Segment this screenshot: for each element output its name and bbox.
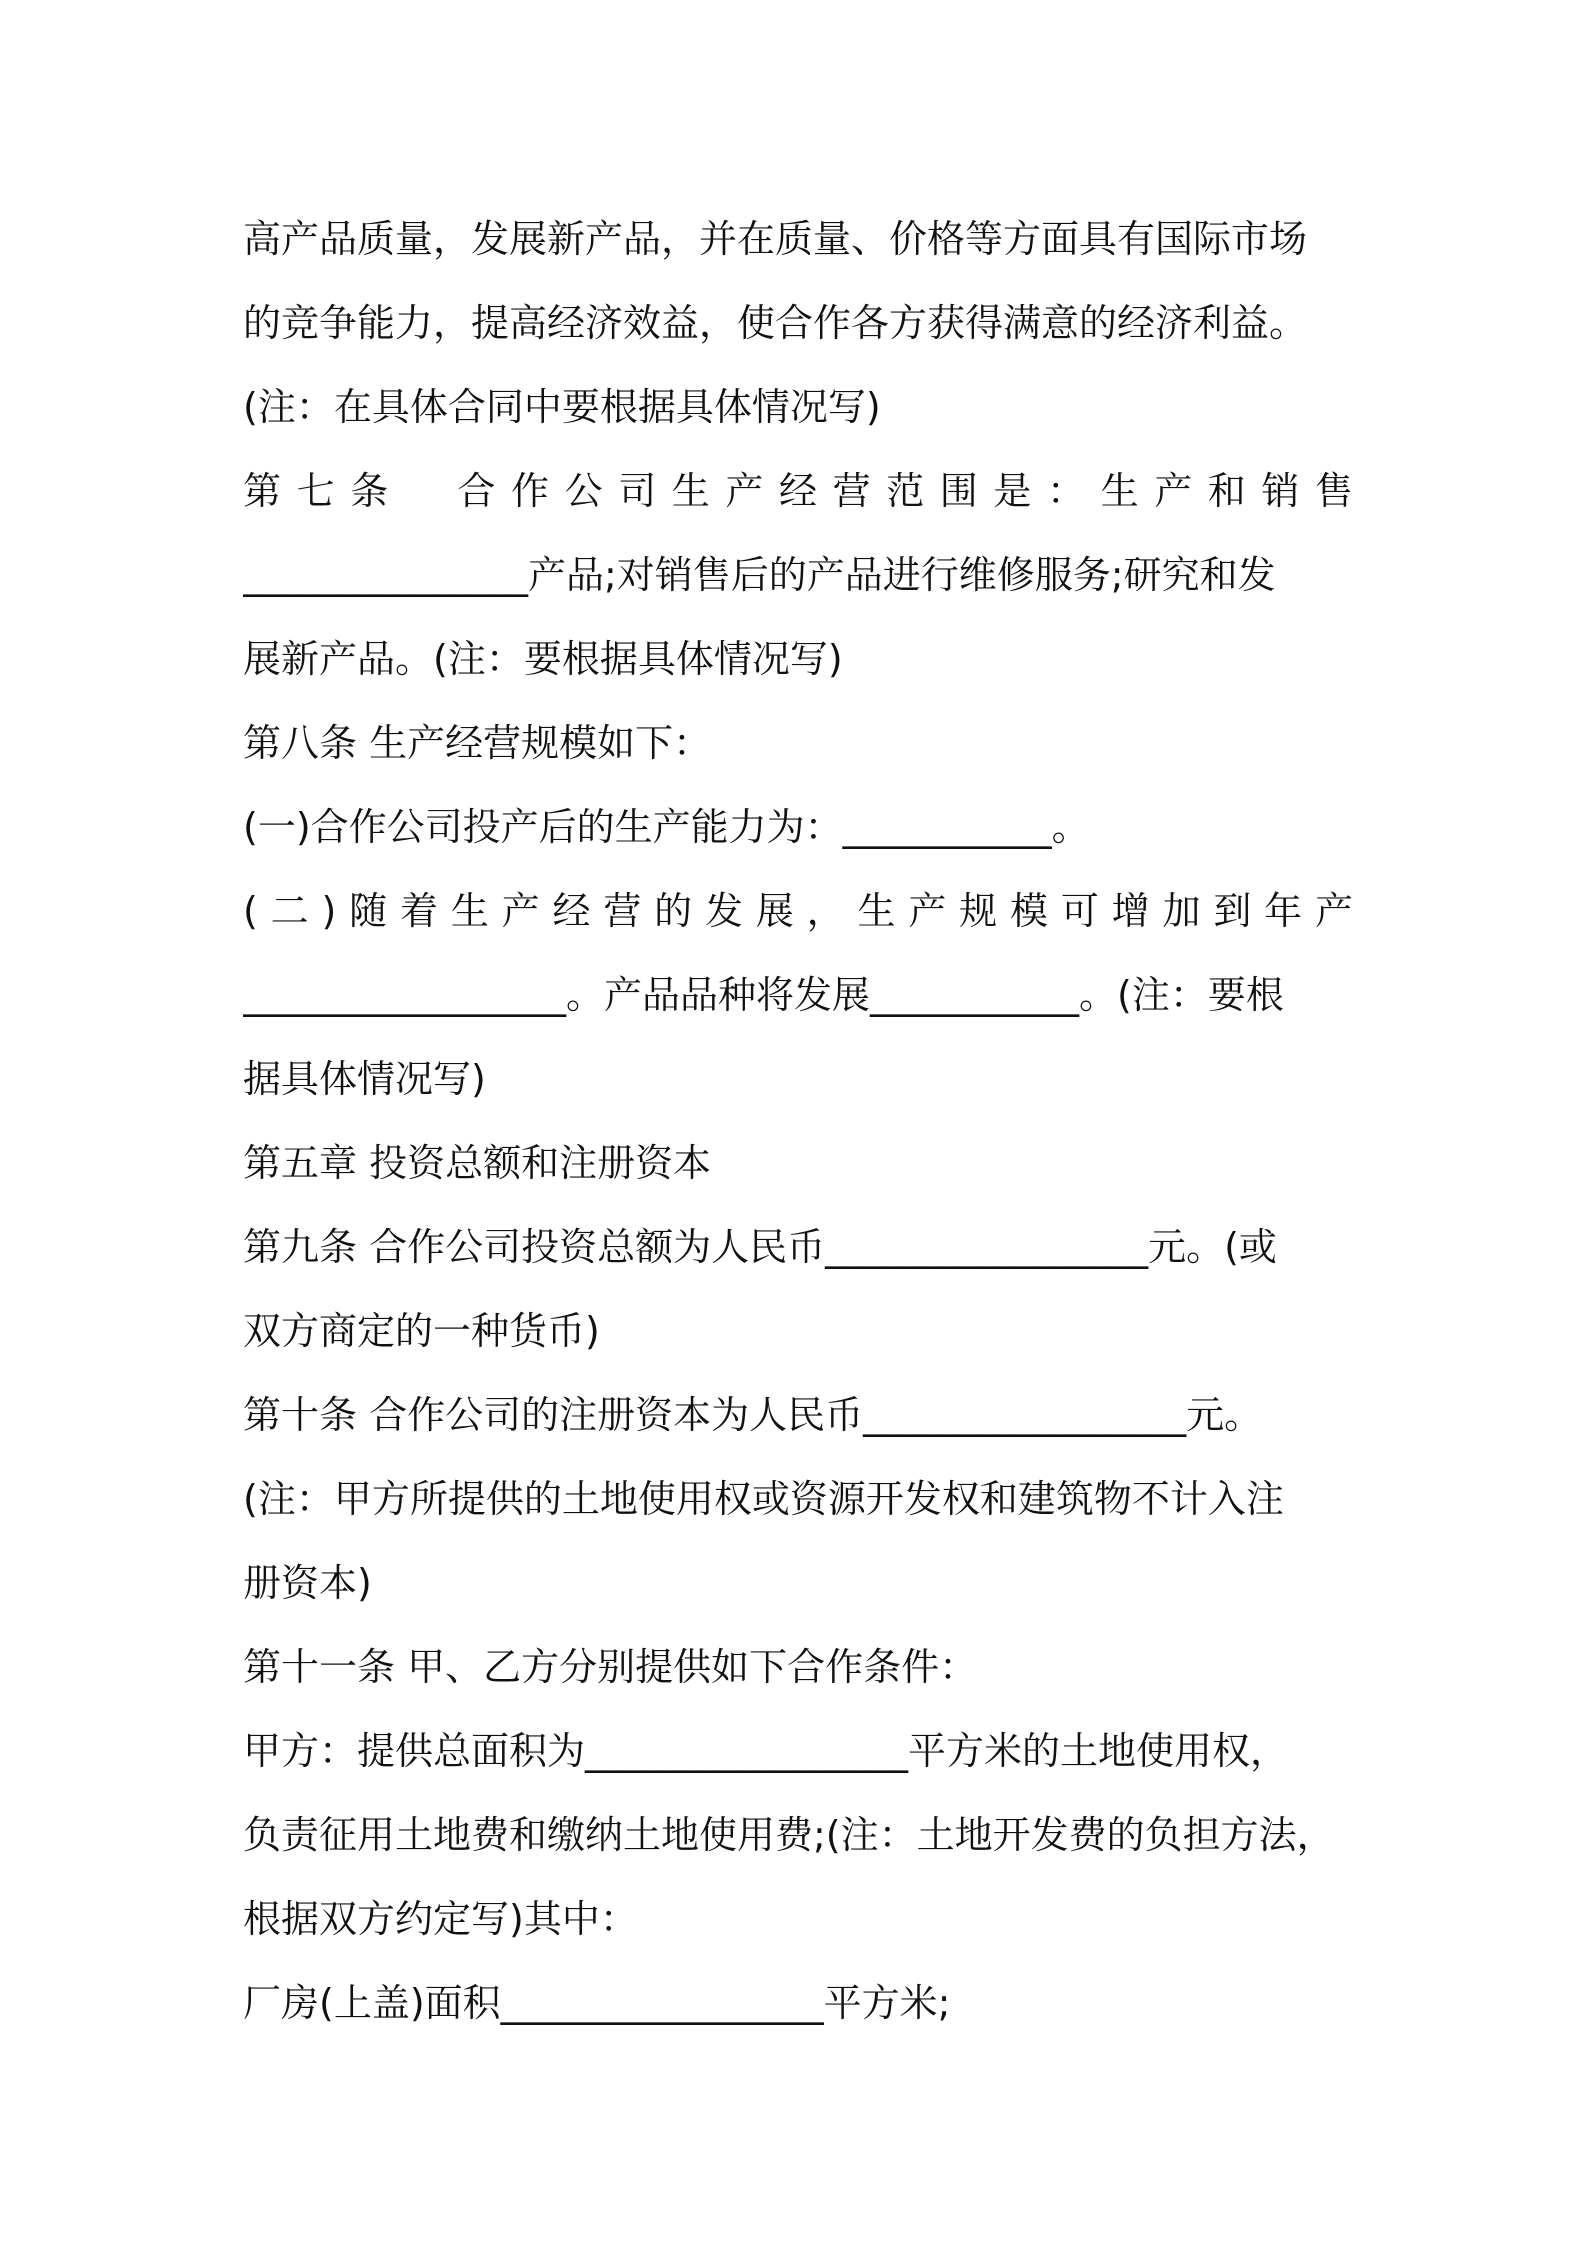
article-8-heading: 第八条 生产经营规模如下： <box>243 721 712 765</box>
article-11-heading: 第十一条 甲、乙方分别提供如下合作条件： <box>243 1645 978 1689</box>
text-line: 展新产品。(注：要根据具体情况写) <box>243 637 843 681</box>
text-line: 根据双方约定写)其中： <box>243 1897 638 1941</box>
text-line: 双方商定的一种货币) <box>243 1309 600 1353</box>
text-line: (注：甲方所提供的土地使用权或资源开发权和建筑物不计入注 <box>243 1477 1284 1521</box>
text-line: 的竞争能力，提高经济效益，使合作各方获得满意的经济利益。 <box>243 301 1308 345</box>
text-line: 册资本) <box>243 1561 372 1605</box>
chapter-5-heading: 第五章 投资总额和注册资本 <box>243 1141 712 1185</box>
text-line: 高产品质量，发展新产品，并在质量、价格等方面具有国际市场 <box>243 217 1308 261</box>
text-line: 负责征用土地费和缴纳土地使用费;(注：土地开发费的负担方法， <box>243 1813 1335 1857</box>
text-line: 甲方：提供总面积为_________________平方米的土地使用权， <box>243 1729 1289 1773</box>
text-line: 据具体情况写) <box>243 1057 486 1101</box>
text-line: _________________。产品品种将发展___________。(注：要根 <box>243 973 1284 1017</box>
article-9-heading: 第九条 合作公司投资总额为人民币_________________元。(或 <box>243 1225 1277 1269</box>
text-line: (一)合作公司投产后的生产能力为：___________。 <box>243 805 1090 849</box>
text-line: _______________产品;对销售后的产品进行维修服务;研究和发 <box>243 553 1276 597</box>
article-7-heading: 第七条 合作公司生产经营范围是：生产和销售 <box>243 469 1353 513</box>
article-10-heading: 第十条 合作公司的注册资本为人民币_________________元。 <box>243 1393 1263 1437</box>
text-line: (二)随着生产经营的发展，生产规模可增加到年产 <box>243 889 1353 933</box>
document-body <box>243 197 1353 2045</box>
text-line: 厂房(上盖)面积_________________平方米; <box>243 1981 951 2025</box>
text-line: (注：在具体合同中要根据具体情况写) <box>243 385 881 429</box>
